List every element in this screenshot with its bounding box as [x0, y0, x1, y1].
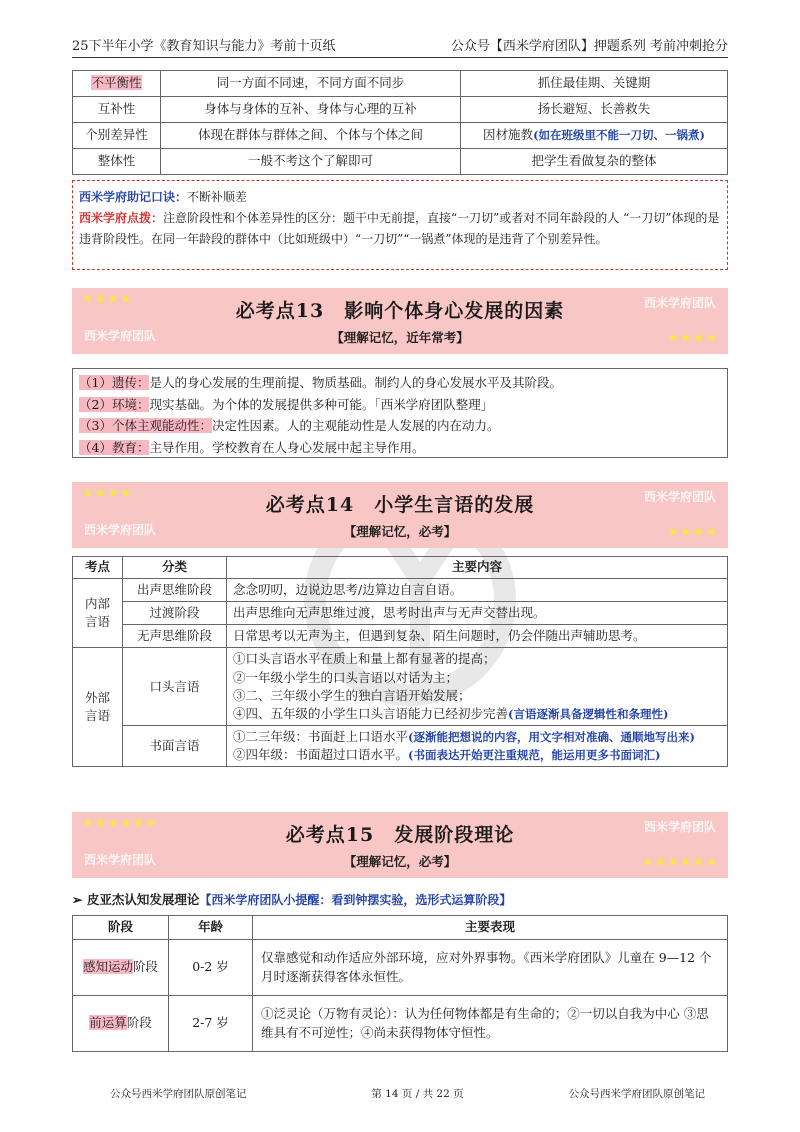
factor-label: （4）教育：: [79, 439, 150, 455]
factor-text: 是人的身心发展的生理前提、物质基础。制约人的身心发展水平及其阶段。: [149, 375, 562, 390]
row-desc: 身体与身体的互补、身体与心理的互补: [161, 97, 461, 123]
row-content: 念念叨叨，边说边思考/边算边自言自语。: [227, 579, 728, 602]
row-content: 日常思考以无声为主，但遇到复杂、陌生问题时，仍会伴随出声辅助思考。: [227, 625, 728, 648]
section-subtitle: 【理解记忆，必考】: [343, 524, 457, 539]
outer-speech-label: 外部言语: [73, 648, 123, 767]
row-name: 不平衡性: [91, 75, 142, 91]
stage-suffix: 阶段: [126, 1015, 152, 1031]
row-principle: 把学生看做复杂的整体: [461, 149, 728, 175]
row-principle: 抓住最佳期、关键期: [461, 71, 728, 97]
tip-box: [72, 180, 728, 270]
piaget-heading: [72, 890, 728, 908]
table-row: [73, 725, 728, 766]
characteristics-table: [72, 70, 728, 175]
banner-watermark: 西米学府团队: [84, 329, 157, 343]
footer-left: 公众号西米学府团队原创笔记: [110, 1088, 247, 1100]
footer-right: 公众号西米学府团队原创笔记: [568, 1088, 705, 1100]
list-item: [79, 372, 721, 394]
page-header: [72, 36, 728, 58]
table-row: [73, 625, 728, 648]
star-icon: ★★★★: [667, 525, 718, 540]
banner-watermark: 西米学府团队: [643, 490, 716, 504]
stage-name: 前运算: [89, 1015, 127, 1031]
row-principle: 因材施教: [483, 127, 534, 143]
banner-watermark: 西米学府团队: [643, 820, 716, 834]
page-number: 第 14 页 / 共 22 页: [371, 1088, 464, 1100]
factor-label: （3）个体主观能动性：: [79, 418, 212, 433]
row-content: 出声思维向无声思维过渡，思考时出声与无声交替出现。: [227, 602, 728, 625]
speech-table: [72, 556, 728, 767]
table-row: [73, 149, 728, 175]
header-right: 公众号【西米学府团队】押题系列 考前冲刺抢分: [450, 39, 728, 54]
column-header: 主要表现: [253, 916, 728, 940]
column-header: 主要内容: [227, 557, 728, 579]
table-row: [73, 97, 728, 123]
mnemonic-label: 西米学府助记口诀：: [79, 190, 188, 204]
piaget-title: ➢ 皮亚杰认知发展理论: [72, 892, 200, 907]
section-banner-13: [72, 288, 728, 354]
column-header: 阶段: [73, 916, 169, 940]
factor-label: （2）环境：: [79, 396, 150, 412]
line-note: (逐渐能把想说的内容，用文字相对准确、通顺地写出来): [408, 729, 695, 744]
list-item: [233, 728, 721, 746]
table-row: [73, 579, 728, 602]
piaget-hint: 【西米学府团队小提醒：看到钟摆实验，选形式运算阶段】: [199, 893, 512, 907]
row-category: 口头言语: [123, 648, 227, 726]
factor-text: 主导作用。学校教育在人身心发展中起主导作用。: [149, 439, 425, 455]
table-header-row: [73, 557, 728, 579]
table-row: [73, 940, 728, 996]
list-item: [233, 746, 721, 764]
factor-text: 决定性因素。人的主观能动性是人发展的内在动力。: [211, 418, 500, 433]
section-subtitle: 【理解记忆，必考】: [343, 854, 457, 869]
banner-watermark: 西米学府团队: [643, 296, 716, 310]
list-item: ③二、三年级小学生的独白言语开始发展；: [233, 687, 471, 703]
mnemonic-text: 不断补顺差: [187, 190, 248, 204]
stage-content: 仅靠感觉和动作适应外部环境，应对外界事物。《西米学府团队》儿童在 9—12 个月时逐渐获得客体永恒性。: [253, 940, 728, 996]
list-item: [79, 437, 721, 459]
row-desc: 一般不考这个了解即可: [161, 149, 461, 175]
factor-text: 现实基础。为个体的发展提供多种可能。「西米学府团队整理」: [149, 396, 494, 412]
list-item: [79, 394, 721, 416]
row-desc: 同一方面不同速，不同方面不同步: [161, 71, 461, 97]
line-text: ②四年级：书面超过口语水平。: [233, 747, 409, 762]
stage-content: ①泛灵论（万物有灵论）：认为任何物体都是有生命的；②一切以自我为中心 ③思维具有不可逆性；④尚未获得物体守恒性。: [253, 996, 728, 1052]
table-row: [73, 602, 728, 625]
section-banner-15: [72, 812, 728, 878]
factors-box: [72, 368, 728, 458]
line-note: (书面表达开始更注重规范，能运用更多书面词汇): [408, 748, 661, 762]
table-row: [73, 71, 728, 97]
section-title: 必考点14 小学生言语的发展: [265, 494, 535, 516]
table-row: [73, 648, 728, 726]
star-icon: ★★★★★★: [642, 855, 718, 870]
list-item: [233, 705, 721, 723]
banner-watermark: 西米学府团队: [84, 523, 157, 537]
section-banner-14: [72, 482, 728, 548]
row-name: 整体性: [73, 149, 161, 175]
table-header-row: [73, 916, 728, 940]
stage-suffix: 阶段: [133, 959, 159, 975]
page-footer: [110, 1086, 705, 1101]
star-icon: ★★★★★★: [82, 816, 158, 831]
section-title: 必考点13 影响个体身心发展的因素: [235, 300, 565, 322]
column-header: 年龄: [169, 916, 253, 940]
section-title: 必考点15 发展阶段理论: [285, 824, 515, 846]
row-desc: 体现在群体与群体之间、个体与个体之间: [161, 123, 461, 149]
tip-text: 注意阶段性和个体差异性的区分：题干中无前提，直接“一刀切”或者对不同年龄段的人 “一刀切”体现的是违背阶段性。在同一年龄段的群体中（比如班级中）“一刀切”“一锅煮”体现的是违背了个别差异性。: [79, 211, 720, 246]
tip-label: 西米学府点拨：: [79, 211, 164, 225]
row-name: 个别差异性: [73, 123, 161, 149]
line-text: ①二三年级：书面赶上口语水平: [233, 728, 409, 744]
row-category: 书面言语: [123, 725, 227, 766]
list-item: [79, 415, 721, 437]
row-category: 过渡阶段: [123, 602, 227, 625]
header-left: 25下半年小学《教育知识与能力》考前十页纸: [72, 39, 336, 54]
row-category: 无声思维阶段: [123, 625, 227, 648]
row-category: 出声思维阶段: [123, 579, 227, 602]
column-header: 分类: [123, 557, 227, 579]
table-row: [73, 996, 728, 1052]
factor-label: （1）遗传：: [79, 375, 150, 390]
list-item: ②一年级小学生的口头言语以对话为主；: [233, 669, 459, 685]
stage-age: 0-2 岁: [169, 940, 253, 996]
table-row: [73, 123, 728, 149]
inner-speech-label: 内部言语: [73, 579, 123, 648]
line-text: ④四、五年级的小学生口头言语能力已经初步完善: [233, 705, 509, 721]
row-principle: 扬长避短、长善救失: [461, 97, 728, 123]
column-header: 考点: [73, 557, 123, 579]
row-note: (如在班级里不能一刀切、一锅煮): [533, 128, 705, 143]
line-note: (言语逐渐具备逻辑性和条理性): [508, 706, 669, 721]
stage-age: 2-7 岁: [169, 996, 253, 1052]
piaget-table: [72, 915, 728, 1052]
row-name: 互补性: [73, 97, 161, 123]
stage-name: 感知运动: [82, 959, 133, 975]
star-icon: ★★★★: [667, 331, 718, 346]
section-subtitle: 【理解记忆，近年常考】: [331, 330, 469, 345]
star-icon: ★★★★: [82, 486, 133, 501]
list-item: ①口头言语水平在质上和量上都有显著的提高；: [233, 651, 496, 667]
banner-watermark: 西米学府团队: [84, 853, 157, 867]
star-icon: ★★★★: [82, 292, 133, 307]
